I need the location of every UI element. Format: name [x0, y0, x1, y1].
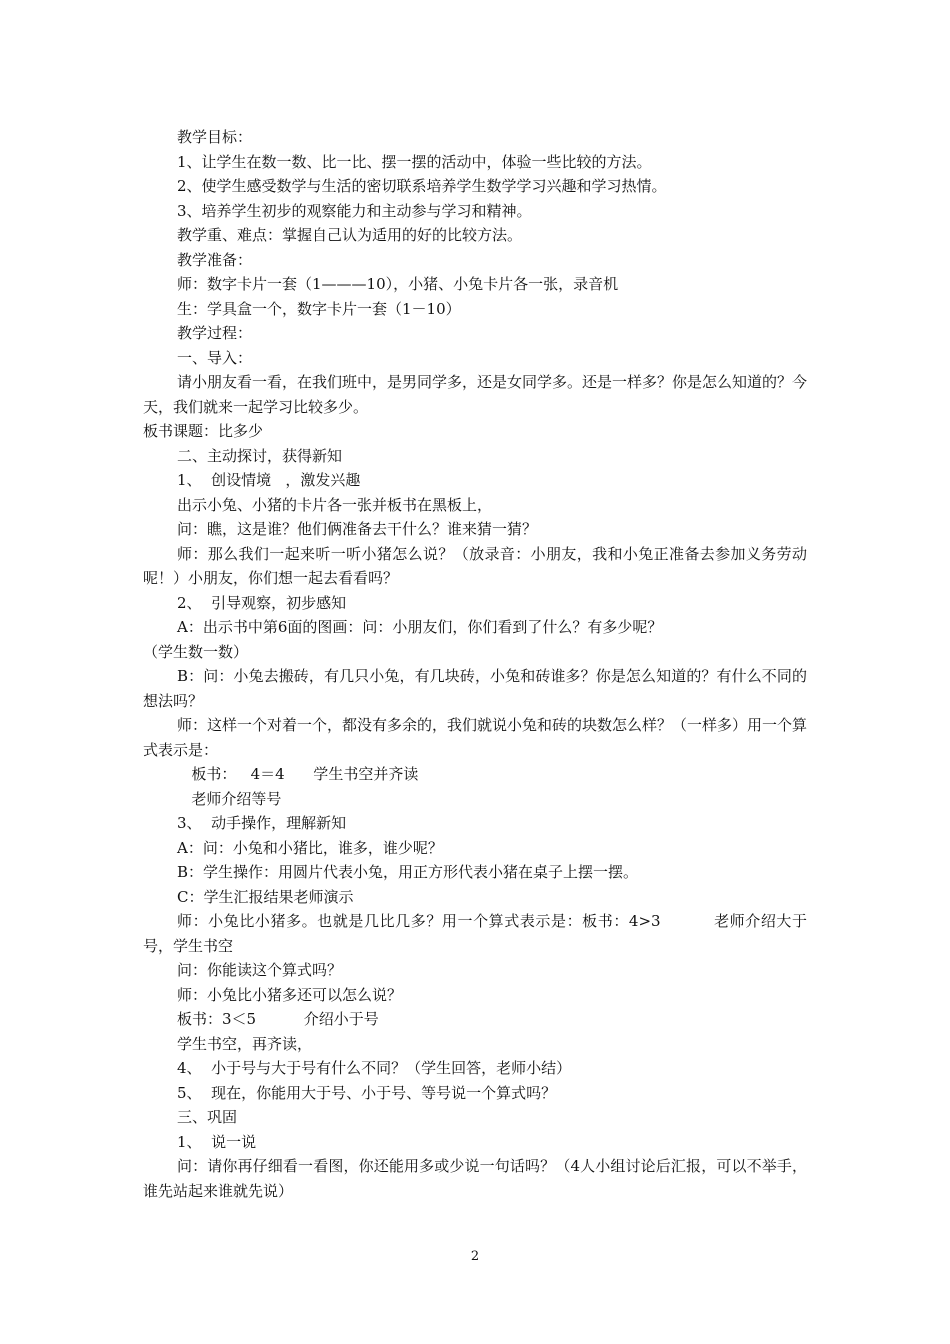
paragraph: 请小朋友看一看，在我们班中，是男同学多，还是女同学多。还是一样多？你是怎么知道的？今天，我们就来一起学习比较多少。: [143, 373, 808, 416]
paragraph: A：出示书中第6面的图画：问：小朋友们，你们看到了什么？有多少呢？: [177, 618, 663, 636]
paragraph: 问：请你再仔细看一看图，你还能用多或少说一句话吗？（4人小组讨论后汇报，可以不举手，谁先站起来谁就先说）: [143, 1157, 807, 1200]
paragraph: （学生数一数）: [143, 642, 249, 661]
paragraph: 1、 创设情境 ，激发兴趣: [177, 471, 361, 489]
paragraph: 教学目标：: [177, 128, 253, 146]
paragraph: C：学生汇报结果老师演示: [177, 887, 354, 906]
paragraph: 板书： 4＝4 学生书空并齐读: [177, 765, 419, 783]
paragraph: 板书：3＜5 介绍小于号: [177, 1010, 379, 1028]
paragraph: 学生书空，再齐读，: [177, 1034, 313, 1053]
paragraph: 一、导入：: [177, 348, 253, 367]
paragraph: B：学生操作：用圆片代表小兔，用正方形代表小猪在桌子上摆一摆。: [177, 863, 639, 881]
paragraph: B：问：小兔去搬砖，有几只小兔，有几块砖，小兔和砖谁多？你是怎么知道的？有什么不同的想法吗？: [143, 667, 807, 710]
paragraph: 老师介绍等号: [177, 789, 282, 808]
paragraph: 师：小兔比小猪多。也就是几比几多？用一个算式表示是：板书：4>3 老师介绍大于号，学生书空: [143, 912, 807, 955]
paragraph: 师：这样一个对着一个，都没有多余的，我们就说小兔和砖的块数怎么样？（一样多）用一个算式表示是：: [143, 716, 808, 759]
paragraph: 问：你能读这个算式吗？: [177, 961, 343, 979]
paragraph: 4、 小于号与大于号有什么不同？（学生回答，老师小结）: [177, 1059, 572, 1077]
paragraph: A：问：小兔和小猪比，谁多，谁少呢？: [177, 838, 443, 857]
paragraph: 教学重、难点：掌握自己认为适用的好的比较方法。: [177, 226, 523, 244]
document-body: [143, 125, 807, 1203]
paragraph: 二、主动探讨，获得新知: [177, 446, 343, 465]
paragraph: 教学过程：: [177, 324, 253, 342]
paragraph: 2、 引导观察，初步感知: [177, 593, 347, 612]
paragraph: 5、 现在，你能用大于号、小于号、等号说一个算式吗？: [177, 1083, 557, 1102]
paragraph: 师：那么我们一起来听一听小猪怎么说？（放录音：小朋友，我和小兔正准备去参加义务劳动呢！）小朋友，你们想一起去看看吗？: [143, 544, 807, 587]
paragraph: 问：瞧，这是谁？他们俩准备去干什么？谁来猜一猜？: [177, 520, 538, 538]
paragraph: 3、培养学生初步的观察能力和主动参与学习和精神。: [177, 201, 532, 220]
paragraph: 出示小兔、小猪的卡片各一张并板书在黑板上，: [177, 495, 493, 514]
paragraph: 2、使学生感受数学与生活的密切联系培养学生数学学习兴趣和学习热情。: [177, 177, 667, 195]
paragraph: 板书课题：比多少: [143, 422, 264, 440]
paragraph: 师：小兔比小猪多还可以怎么说？: [177, 985, 403, 1004]
paragraph: 三、巩固: [177, 1108, 238, 1126]
paragraph: 生：学具盒一个，数字卡片一套（1－10）: [177, 299, 461, 318]
paragraph: 3、 动手操作，理解新知: [177, 814, 347, 832]
paragraph: 1、让学生在数一数、比一比、摆一摆的活动中，体验一些比较的方法。: [177, 152, 652, 171]
paragraph: 师：数字卡片一套（1———10），小猪、小兔卡片各一张，录音机: [177, 275, 619, 293]
page-number: 2: [470, 1249, 480, 1264]
paragraph: 1、 说一说: [177, 1132, 257, 1151]
paragraph: 教学准备：: [177, 250, 253, 269]
